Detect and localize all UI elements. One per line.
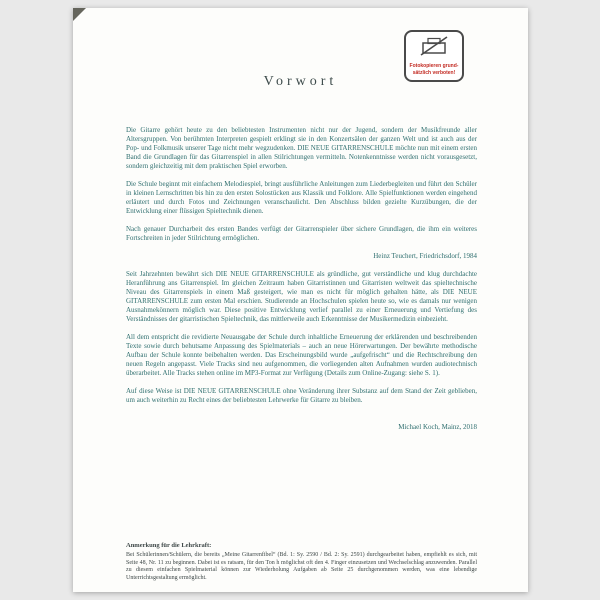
page-title: Vorwort	[263, 74, 338, 89]
foreword-2018-paragraph-2: All dem entspricht die revidierte Neuausgabe der Schule durch inhaltliche Erneuerung der erklärenden und beschreibenden Texte sowie durch behutsame Anpassung des Spielmaterials – auch an neue Hörerwartungen. Der bewährte methodische Aufbau der Schule konnte beibehalten werden. Das Erscheinungsbild wurde „aufgefrischt“ und die Rechtschreibung den neuen Regeln angepasst. Viele Tracks sind neu aufgenommen, die vorliegenden alten Aufnahmen wurden audiotechnisch überarbeitet. Alle Tracks stehen online im MP3-Format zur Verfügung (Details zum Online-Zugang: siehe S. 1).	[126, 333, 477, 377]
no-photocopy-stamp	[404, 30, 464, 82]
teacher-note	[126, 542, 477, 582]
foreword-text-block	[126, 126, 477, 432]
stamp-label	[410, 63, 459, 76]
foreword-1984-paragraph-3: Nach genauer Durcharbeit des ersten Bandes verfügt der Gitarrenspieler über sichere Grundlagen, die ihm ein weiteres Fortschreiten in jeder Stilrichtung ermöglichen.	[126, 225, 477, 242]
stamp-label-line2: sätzlich verboten!	[412, 69, 456, 76]
foreword-2018-paragraph-3: Auf diese Weise ist DIE NEUE GITARRENSCHULE ohne Veränderung ihrer Substanz auf dem Stand der Zeit geblieben, um auch weiterhin zu Recht eines der beliebtesten Lehrwerke für Gitarre zu bleiben.	[126, 387, 477, 404]
book-page	[73, 8, 528, 592]
stamp-label-line1: Fotokopieren grund-	[409, 63, 459, 70]
page-corner-mark	[73, 8, 86, 21]
teacher-note-heading: Anmerkung für die Lehrkraft:	[126, 542, 212, 549]
signature-2018: Michael Koch, Mainz, 2018	[398, 423, 477, 431]
foreword-1984-paragraph-2: Die Schule beginnt mit einfachem Melodiespiel, bringt ausführliche Anleitungen zum Liederbegleiten und führt den Schüler in kleinen Lernschritten bis hin zu den ersten Solostücken aus Klassik und Folklore. Alle Spielfunktionen werden eingehend erläutert und durch Fotos und Zeichnungen veranschaulicht. Den Abschluss bilden gezielte Kurzübungen, die der Entwicklung einer flüssigen Spieltechnik dienen.	[126, 180, 477, 215]
no-photocopy-icon	[419, 36, 449, 61]
foreword-2018-paragraph-1: Seit Jahrzehnten bewährt sich DIE NEUE GITARRENSCHULE als gründliche, gut verständliche und klug durchdachte Heranführung ans Gitarrenspiel. Im gleichen Zeitraum haben Gitarristinnen und Gitarristen weltweit das spieltechnische Niveau des Gitarrenspiels in einem Maß gesteigert, wie man es nicht für möglich gehalten hätte, als DIE NEUE GITARRENSCHULE zum ersten Mal erschien. Studierende an Hochschulen spielen heute so, wie es damals nur wenigen Ausnahmekönnern möglich war. Diese positive Entwicklung verlief parallel zu einer Erneuerung und Vertiefung des Verständnisses der gitarristischen Spieltechnik, das mittlerweile auch Erkenntnisse der Musikermedizin einbezieht.	[126, 270, 477, 323]
signature-1984: Heinz Teuchert, Friedrichsdorf, 1984	[373, 252, 477, 260]
teacher-note-body: Bei Schülerinnen/Schülern, die bereits „Meine Gitarrenfibel“ (Bd. 1: Sy. 2590 / Bd. 2: Sy. 2591) durchgearbeitet haben, empfiehlt es sich, mit Seite 48, Nr. 11 zu beginnen. Dabei ist es ratsam, für den Ton h möglichst oft den 4. Finger einzusetzen und Wechselschlag anzuwenden. Parallel zu diesem einfachen Spielmaterial können zur Wiederholung Aufgaben ab Seite 25 durchgenommen werden, was eine lebendige Unterrichtsgestaltung ermöglicht.	[126, 552, 477, 581]
foreword-1984-paragraph-1: Die Gitarre gehört heute zu den beliebtesten Instrumenten nicht nur der Jugend, sondern der Musikfreunde aller Altersgruppen. Von berühmten Interpreten gespielt erklingt sie in den Konzertsälen der ganzen Welt und ist auch aus der Pop- und Folkmusik unserer Tage nicht mehr wegzudenken. DIE NEUE GITARRENSCHULE möchte nun mit einem ersten Band die Grundlagen für das Gitarrenspiel in allen Stilrichtungen vermitteln. Notenkenntnisse werden nicht vorausgesetzt, sondern gleichzeitig mit dem praktischen Spiel erworben.	[126, 126, 477, 170]
